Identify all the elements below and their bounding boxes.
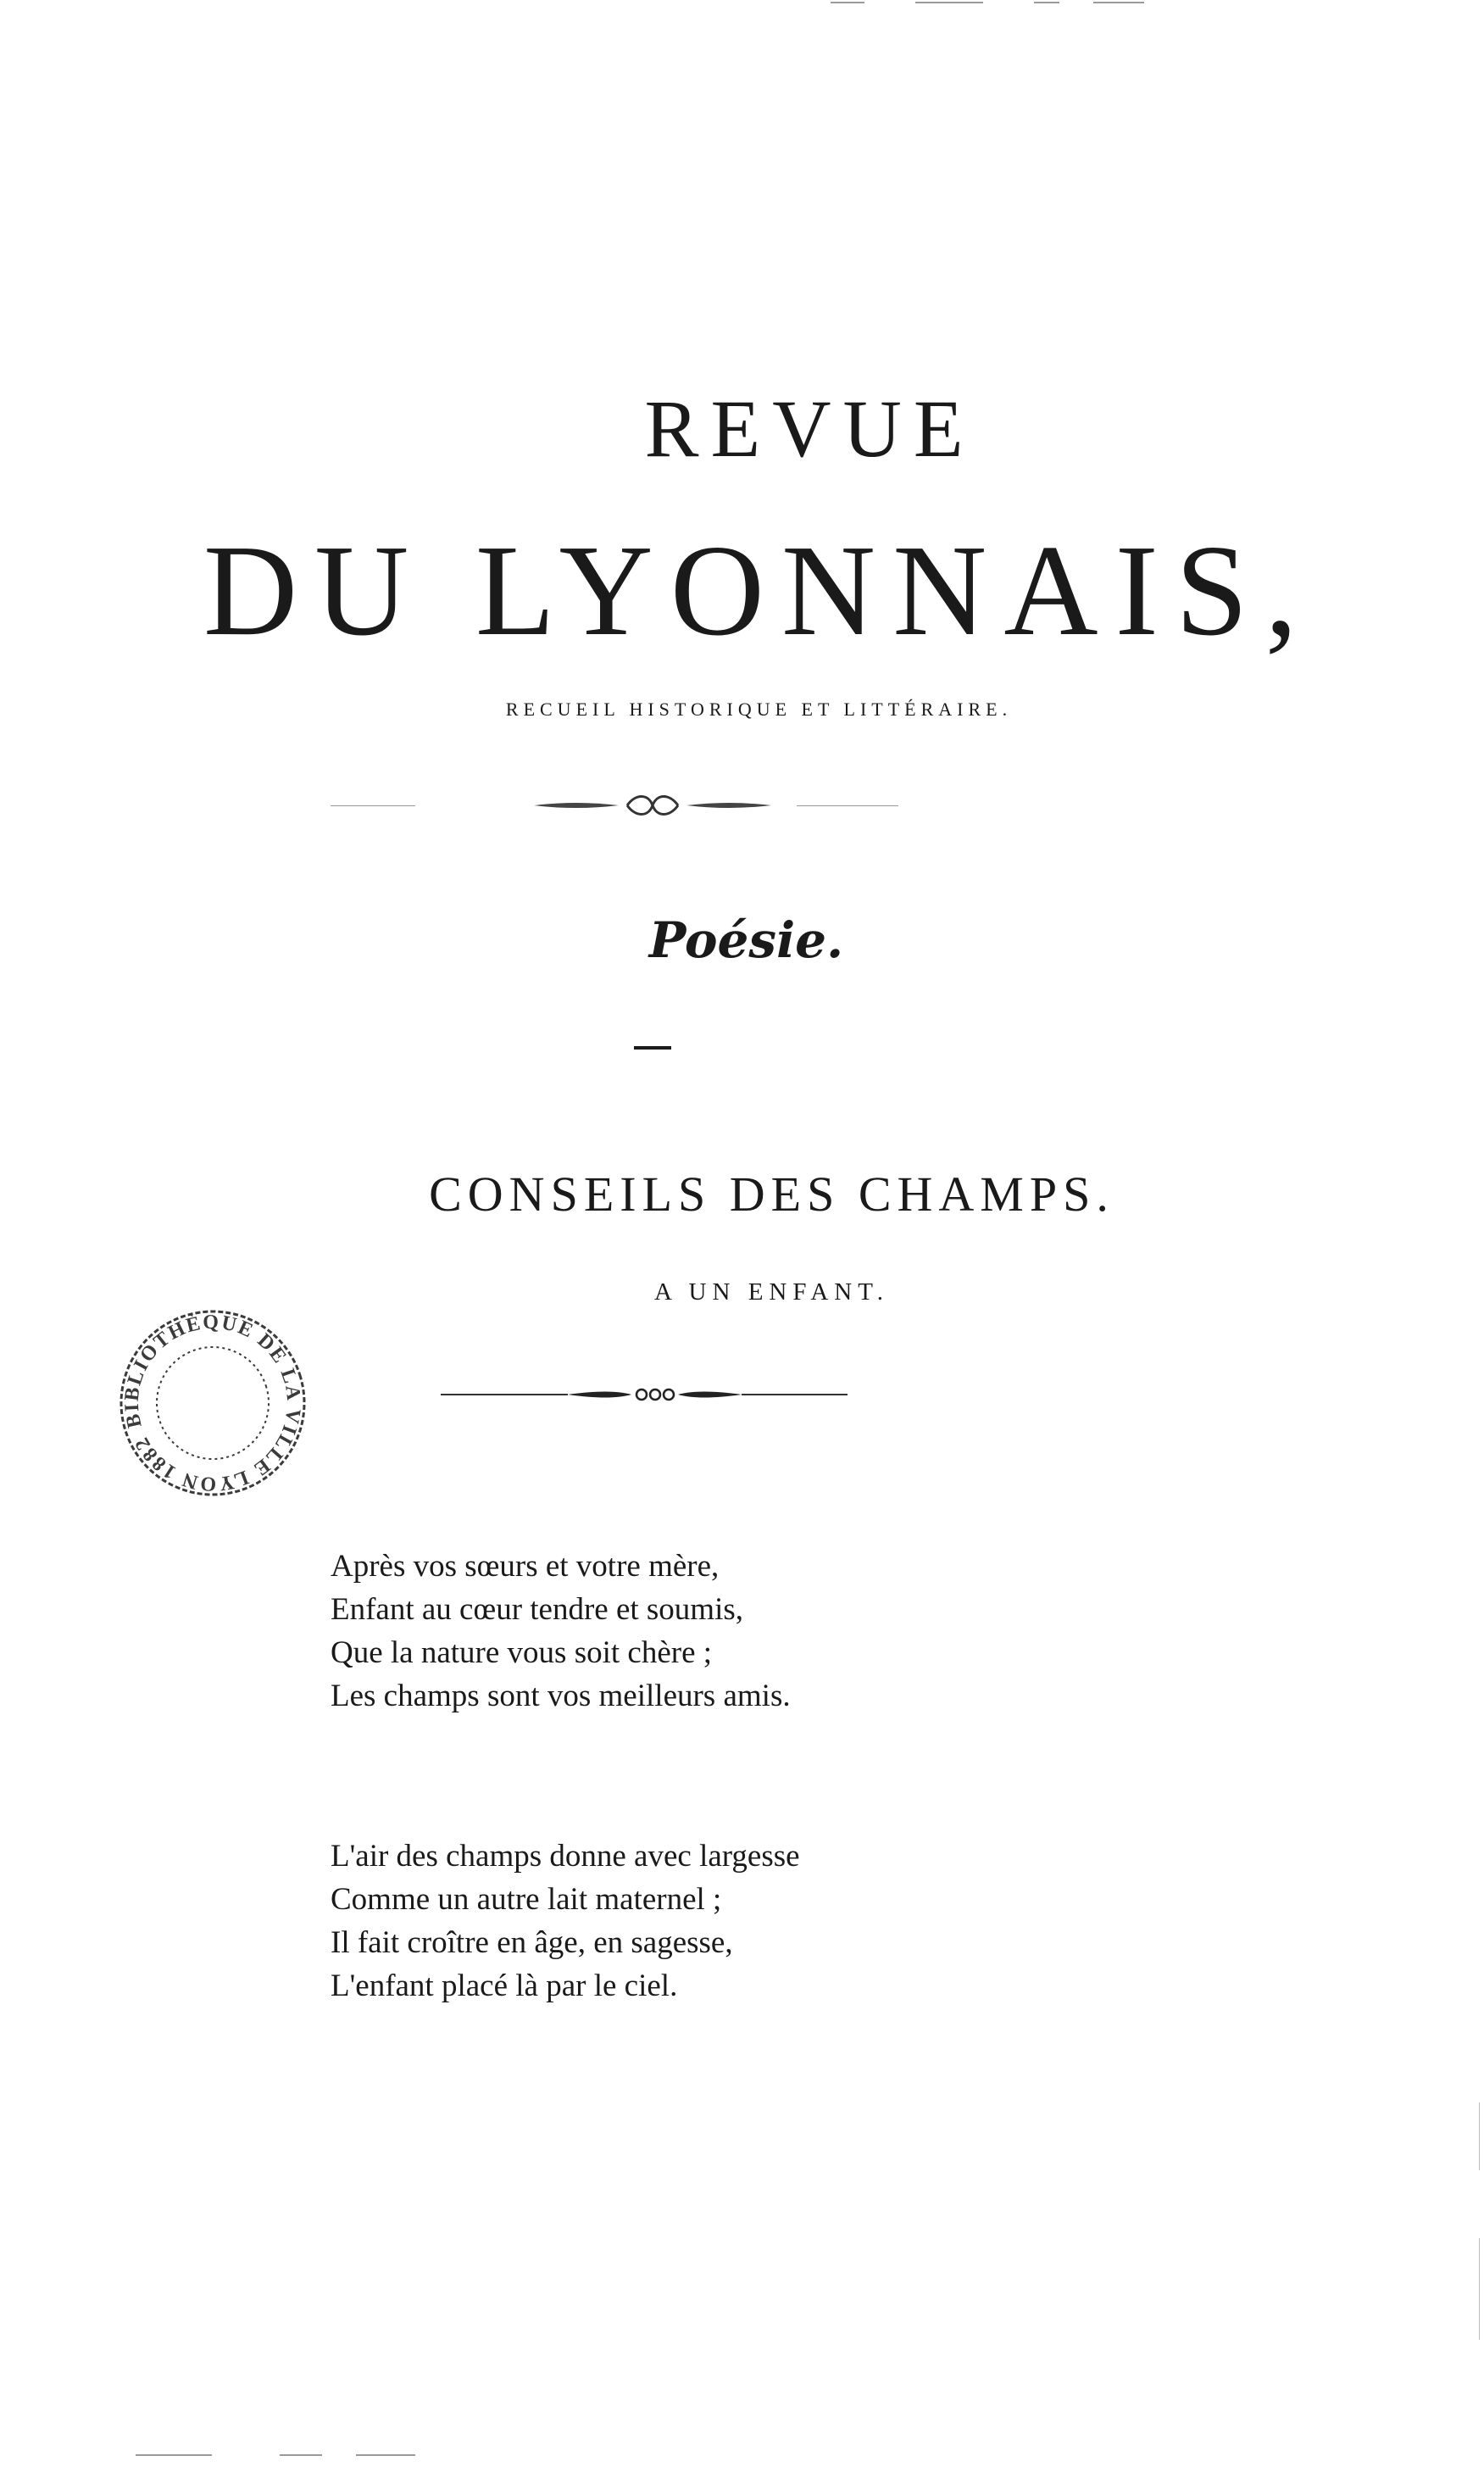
short-divider <box>634 1046 671 1050</box>
poem-line: Enfant au cœur tendre et soumis, <box>331 1592 744 1627</box>
bottom-edge-mark <box>136 2454 212 2456</box>
poem-ornament-rule <box>441 1382 848 1407</box>
bottom-edge-mark <box>356 2454 415 2456</box>
separator-ornament <box>525 790 780 821</box>
library-stamp-icon <box>90 1280 336 1526</box>
top-edge-mark <box>1034 2 1059 3</box>
poem-line: Il fait croître en âge, en sagesse, <box>331 1925 733 1960</box>
journal-title-line2: DU LYONNAIS, <box>203 519 1315 663</box>
top-edge-mark <box>915 2 983 3</box>
poem-line: Après vos sœurs et votre mère, <box>331 1549 720 1584</box>
poem-line: L'air des champs donne avec largesse <box>331 1839 800 1874</box>
poem-line: Les champs sont vos meilleurs amis. <box>331 1679 791 1713</box>
top-edge-mark <box>831 2 864 3</box>
separator-left-rule <box>331 805 415 806</box>
poem-dedication: A UN ENFANT. <box>653 1278 890 1306</box>
section-heading: Poésie. <box>648 911 844 969</box>
right-edge-mark <box>1479 2102 1480 2170</box>
poem-line: Comme un autre lait maternel ; <box>331 1882 722 1917</box>
poem-stanza-1 <box>331 1545 791 1718</box>
right-edge-mark <box>1479 2238 1480 2340</box>
top-edge-mark <box>1093 2 1144 3</box>
svg-text:BIBLIOTHÈQUE DE LA VILLE LYON <box>97 1287 328 1518</box>
poem-line: L'enfant placé là par le ciel. <box>331 1968 678 2003</box>
bottom-edge-mark <box>280 2454 322 2456</box>
separator-right-rule <box>797 805 898 806</box>
poem-line: Que la nature vous soit chère ; <box>331 1635 713 1670</box>
journal-subtitle: RECUEIL HISTORIQUE ET LITTÉRAIRE. <box>505 699 1013 720</box>
stamp-text: BIBLIOTHÈQUE DE LA VILLE LYON 1882 <box>120 1311 305 1495</box>
journal-title-line1: REVUE <box>644 383 975 474</box>
poem-title: CONSEILS DES CHAMPS. <box>429 1167 1114 1222</box>
poem-stanza-2 <box>331 1835 800 2007</box>
